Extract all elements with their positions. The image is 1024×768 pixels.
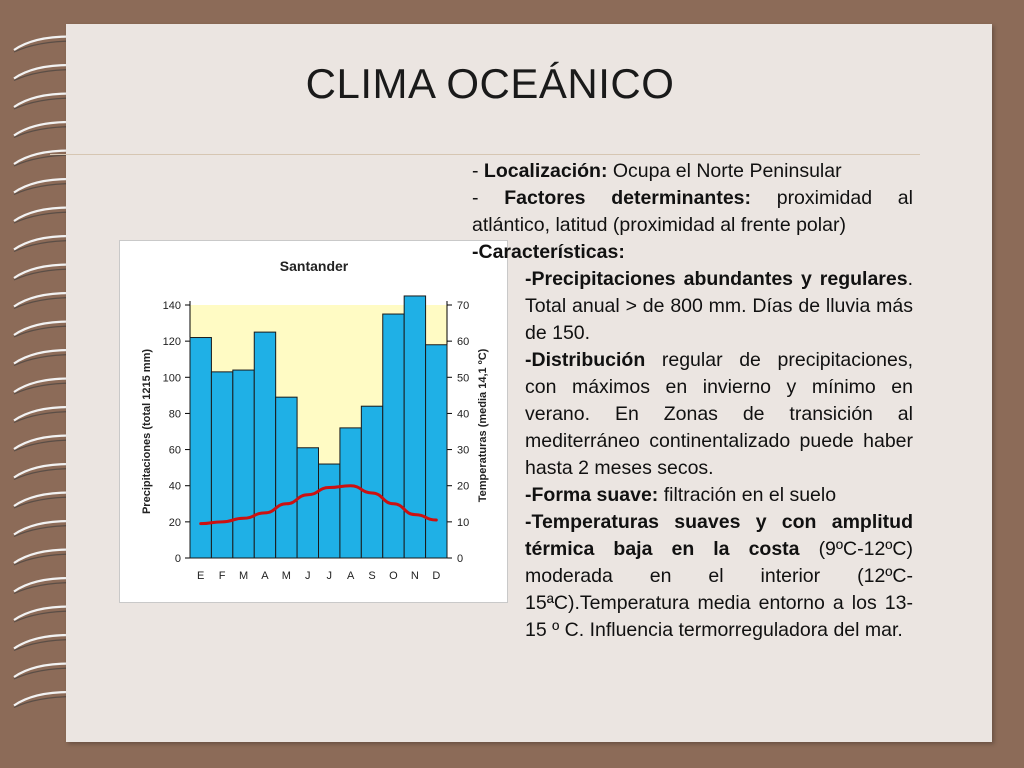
factors-label: Factores determinantes: (504, 187, 751, 209)
precipitation-bar (404, 296, 425, 558)
precipitation-bar (211, 372, 232, 558)
y-tick-label-right: 50 (457, 372, 470, 385)
location-text: Ocupa el Norte Peninsular (612, 160, 842, 182)
precipitation-bar (340, 428, 361, 558)
y-tick-label-left: 40 (168, 480, 181, 493)
x-tick-label: J (326, 570, 332, 582)
climate-chart-svg (120, 241, 507, 602)
x-tick-label: J (305, 570, 311, 582)
precipitation-text: . Total anual > de 800 mm. Días de lluvia más de 150. (525, 268, 913, 344)
temperature-point (221, 521, 223, 523)
y-tick-label-left: 80 (168, 408, 181, 421)
x-tick-label: E (197, 570, 205, 582)
x-tick-label: M (281, 570, 291, 582)
temperature-label: -Temperaturas suaves y con amplitud térmica baja en la costa (525, 511, 913, 560)
paragraph-factors: - Factores determinantes: proximidad al atlántico, latitud (proximidad al frente polar) (472, 187, 913, 236)
bullet-temperature (472, 509, 913, 644)
precipitation-bar (233, 370, 254, 558)
paragraph-characteristics (472, 239, 913, 266)
precipitation-bar (276, 397, 297, 558)
x-tick-label: M (238, 570, 249, 582)
x-tick-label: N (410, 570, 419, 582)
distribution-label: -Distribución (525, 349, 646, 371)
characteristics-label: -Características: (472, 241, 625, 263)
y-tick-label-left: 60 (168, 444, 181, 457)
distribution-text: regular de precipitaciones, con máximos en invierno y mínimo en verano. En Zonas de transición al mediterráneo continentalizado puede haber hasta 2 meses secos. (525, 349, 913, 479)
climate-chart (119, 240, 508, 603)
precipitation-bar (361, 406, 382, 558)
y-tick-label-right: 70 (457, 300, 470, 312)
location-label: Localización: (483, 160, 608, 182)
y-tick-label-right: 20 (457, 480, 470, 493)
temperature-point (307, 494, 309, 496)
precipitation-bar (297, 448, 318, 558)
temperature-point (371, 492, 373, 494)
temperature-point (349, 485, 351, 487)
precipitation-bar (254, 332, 275, 558)
y-tick-label-left: 0 (174, 553, 181, 565)
factors-text: proximidad al atlántico, latitud (proximidad al frente polar) (472, 187, 913, 236)
relief-text: filtración en el suelo (663, 484, 837, 506)
temperature-text: (9ºC-12ºC) moderada en el interior (12ºC-15ªC).Temperatura media entorno a los 13-15 º C. Influencia termorreguladora del mar. (525, 538, 913, 641)
y-tick-label-left: 100 (162, 372, 181, 385)
description-text (472, 158, 913, 644)
precipitation-label: -Precipitaciones abundantes y regulares (525, 268, 908, 290)
y-axis-label-left: Precipitaciones (total 1215 mm) (141, 348, 153, 515)
y-tick-label-right: 60 (457, 336, 470, 349)
x-tick-label: D (432, 570, 441, 582)
title-divider (50, 154, 920, 155)
bullet-relief (472, 482, 913, 509)
temperature-point (242, 517, 244, 519)
temperature-point (264, 512, 266, 514)
precipitation-bar (319, 464, 340, 558)
y-tick-label-right: 40 (457, 408, 470, 421)
y-tick-label-right: 30 (457, 444, 470, 457)
y-tick-label-right: 10 (457, 516, 470, 529)
paragraph-location: - Localización: Ocupa el Norte Peninsular (472, 160, 842, 182)
bullet-distribution (472, 347, 913, 482)
temperature-point (200, 522, 202, 524)
x-tick-label: S (368, 570, 376, 582)
x-tick-label: F (218, 570, 226, 582)
precipitation-bar (426, 345, 447, 558)
y-tick-label-left: 140 (162, 300, 181, 312)
chart-title: Santander (279, 258, 349, 274)
x-tick-label: A (261, 570, 269, 582)
temperature-point (328, 486, 330, 488)
precipitation-bar (383, 314, 404, 558)
temperature-point (435, 519, 437, 521)
bullet-precipitation (472, 266, 913, 347)
temperature-point (285, 503, 287, 505)
x-tick-label: A (346, 570, 355, 582)
page-title: CLIMA OCEÁNICO (305, 60, 675, 107)
relief-label: -Forma suave: (525, 484, 659, 506)
temperature-point (392, 503, 394, 505)
y-tick-label-left: 120 (162, 336, 181, 349)
temperature-point (414, 513, 416, 515)
x-tick-label: O (389, 570, 398, 582)
y-tick-label-right: 0 (457, 553, 464, 565)
y-tick-label-left: 20 (168, 516, 181, 529)
y-axis-label-right: Temperaturas (media 14,1 ºC) (477, 348, 489, 503)
